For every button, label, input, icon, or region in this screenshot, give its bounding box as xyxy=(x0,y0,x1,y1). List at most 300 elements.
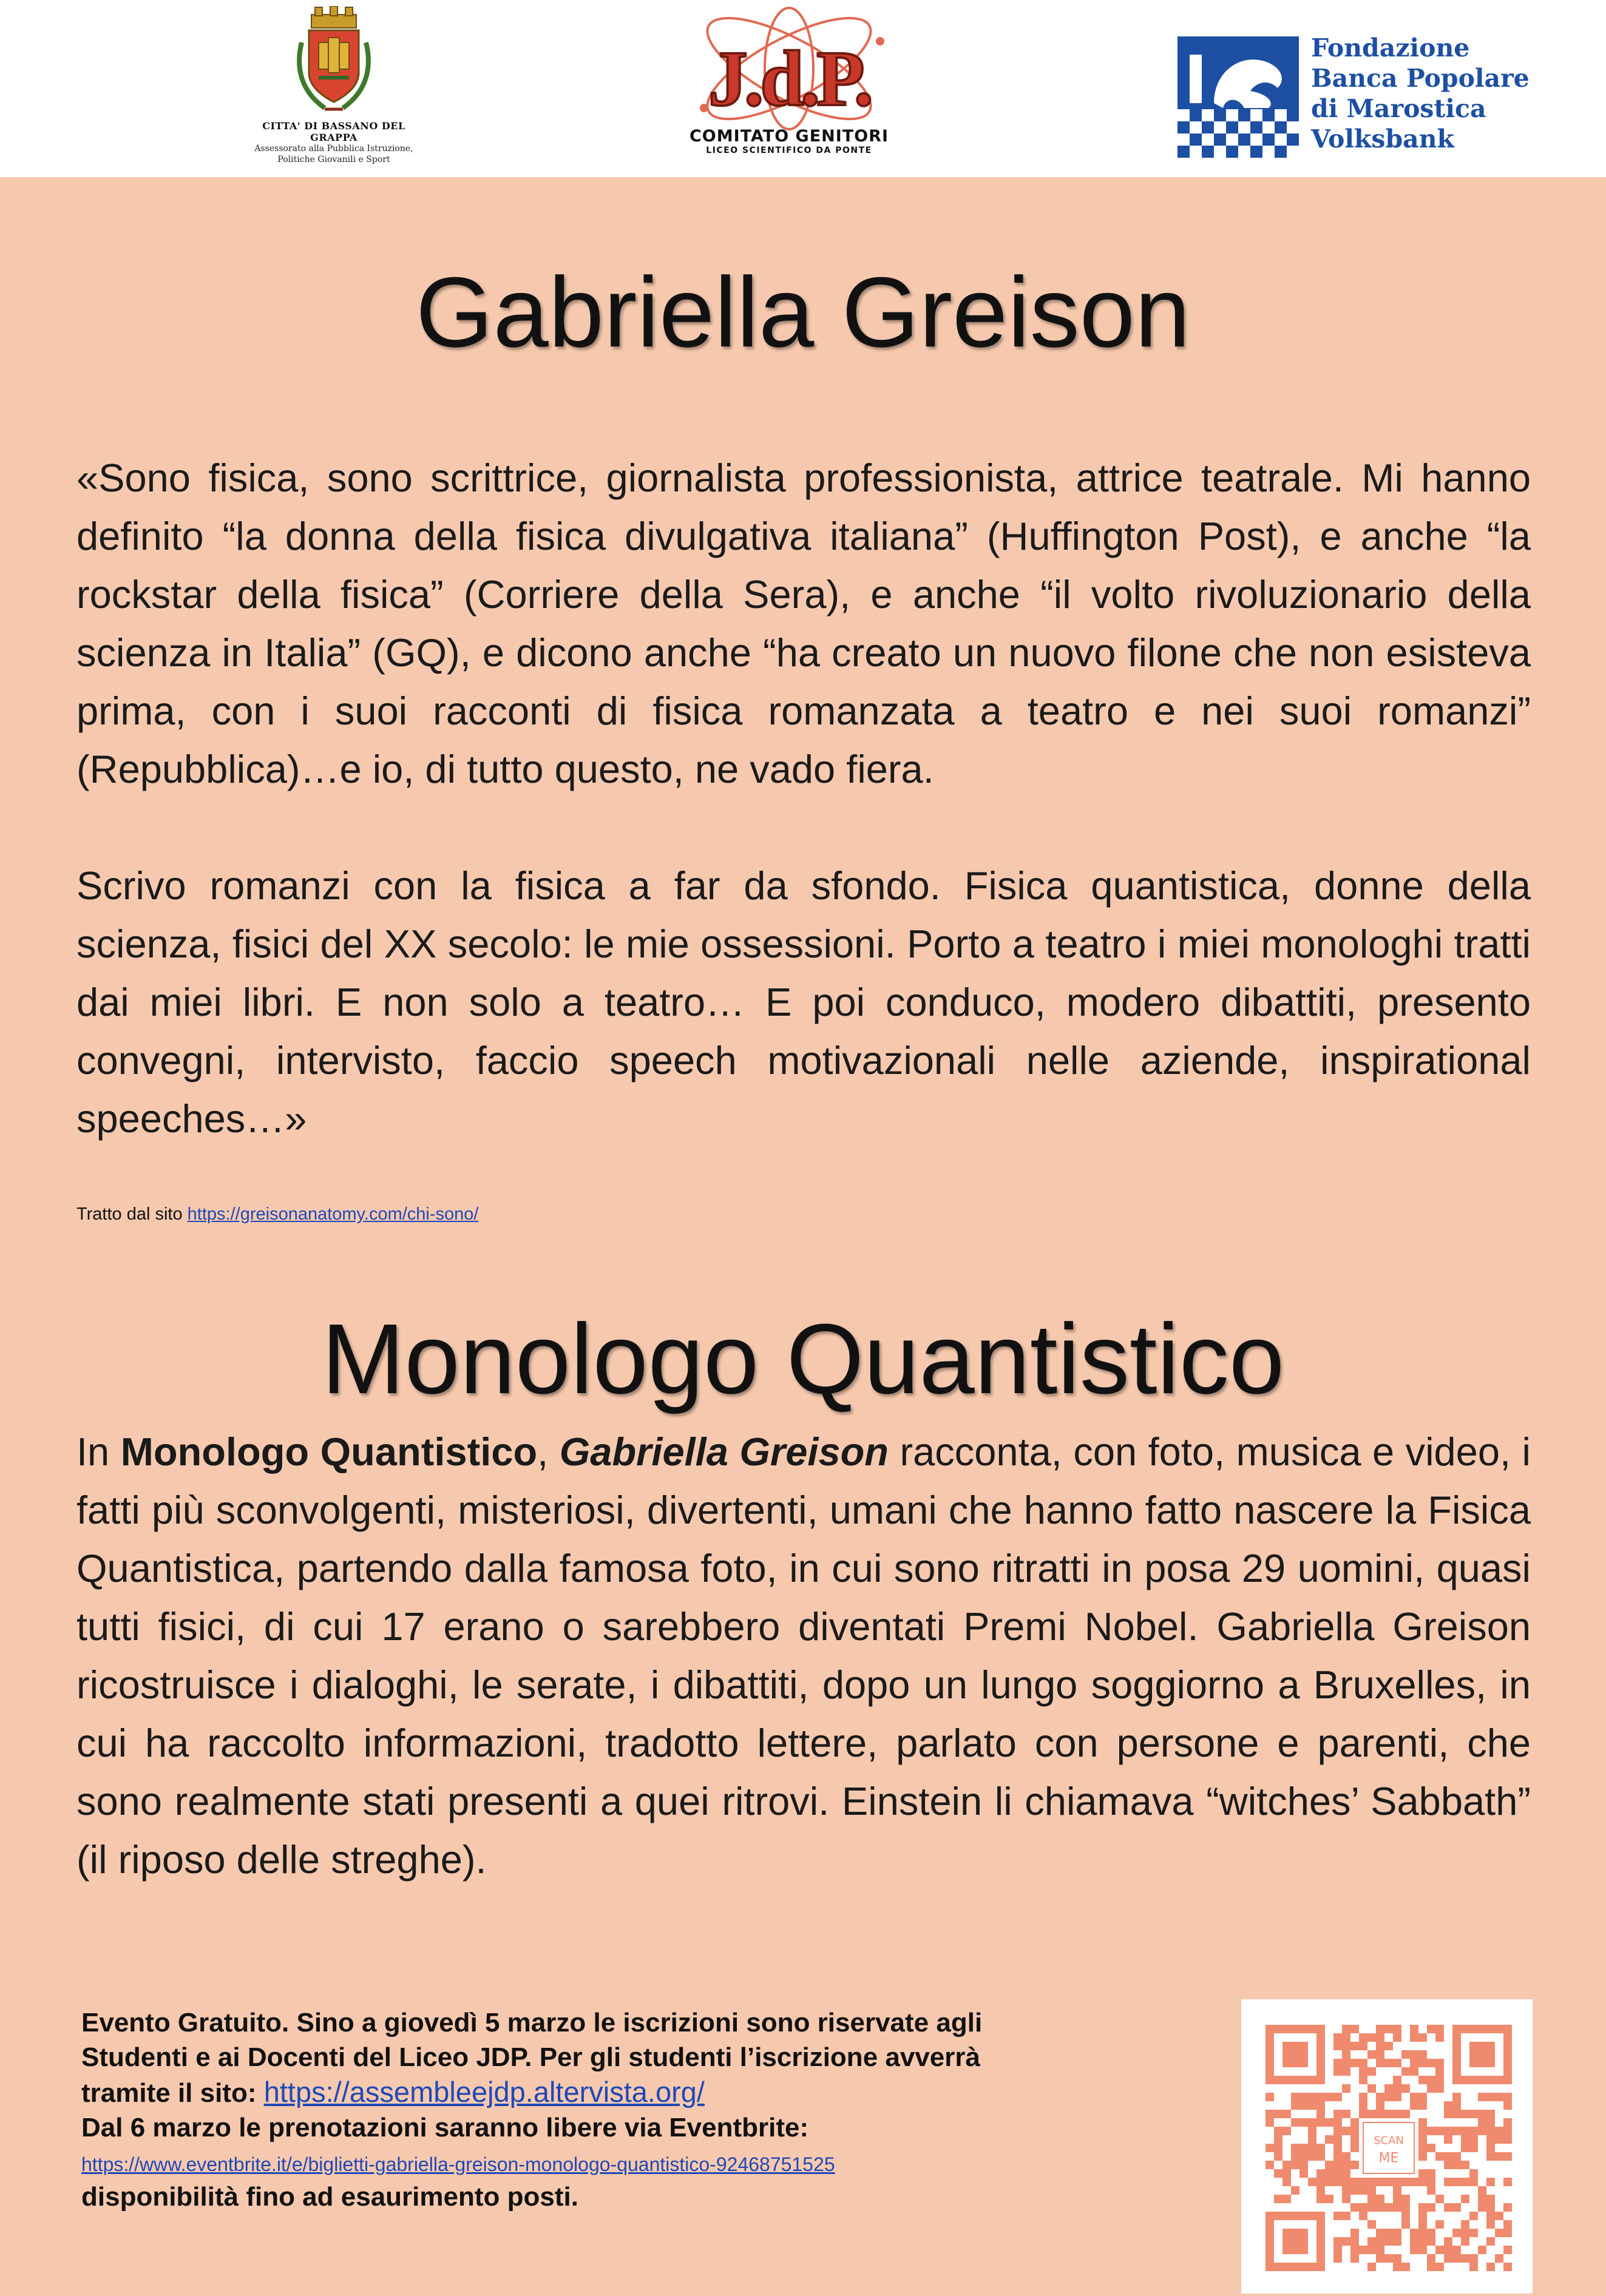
qr-module xyxy=(1469,2178,1478,2186)
qr-module xyxy=(1291,2118,1299,2127)
jdp-logo xyxy=(680,5,898,172)
qr-module xyxy=(1427,2076,1435,2084)
qr-module xyxy=(1282,2127,1291,2135)
qr-module xyxy=(1350,2237,1359,2246)
qr-module xyxy=(1478,2127,1486,2135)
qr-module xyxy=(1461,2110,1469,2118)
qr-module xyxy=(1427,2229,1435,2237)
qr-module xyxy=(1410,2033,1418,2042)
qr-module xyxy=(1486,2203,1495,2212)
registration-info xyxy=(81,2005,1186,2214)
qr-module xyxy=(1486,2118,1495,2127)
qr-module xyxy=(1486,2093,1495,2101)
qr-module xyxy=(1444,2161,1452,2169)
qr-module xyxy=(1393,2084,1401,2093)
qr-module xyxy=(1461,2127,1469,2135)
qr-module xyxy=(1393,2195,1401,2203)
city-name: CITTA' DI BASSANO DEL GRAPPA xyxy=(262,120,405,143)
qr-module xyxy=(1427,2025,1435,2033)
qr-module xyxy=(1359,2212,1367,2220)
qr-module xyxy=(1410,2178,1418,2186)
qr-module xyxy=(1418,2246,1427,2254)
qr-module xyxy=(1427,2144,1435,2152)
qr-module xyxy=(1486,2178,1495,2186)
qr-module xyxy=(1444,2110,1452,2118)
qr-module xyxy=(1333,2110,1342,2118)
qr-module xyxy=(1299,2101,1308,2110)
qr-module xyxy=(1401,2110,1410,2118)
qr-module xyxy=(1401,2203,1410,2212)
me-label: ME xyxy=(1378,2150,1399,2166)
info-line-2: Studenti e ai Docenti del Liceo JDP. Per gli studenti l’iscrizione avverrà xyxy=(81,2042,980,2072)
source-link[interactable]: https://greisonanatomy.com/chi-sono/ xyxy=(187,1204,479,1224)
qr-module xyxy=(1393,2076,1401,2084)
city-logo xyxy=(240,6,428,170)
qr-module xyxy=(1418,2127,1427,2135)
qr-module xyxy=(1444,2203,1452,2212)
qr-module xyxy=(1393,2033,1401,2042)
qr-module xyxy=(1435,2084,1444,2093)
qr-module xyxy=(1342,2186,1350,2195)
qr-module xyxy=(1503,2118,1512,2127)
qr-module xyxy=(1333,2169,1342,2178)
qr-module xyxy=(1418,2101,1427,2110)
qr-module xyxy=(1367,2050,1376,2059)
qr-module xyxy=(1308,2127,1316,2135)
qr-module xyxy=(1376,2042,1384,2050)
qr-module xyxy=(1461,2195,1469,2203)
qr-module xyxy=(1495,2093,1503,2101)
qr-module xyxy=(1274,2144,1282,2152)
qr-module xyxy=(1376,2059,1384,2067)
qr-module xyxy=(1393,2229,1401,2237)
qr-module xyxy=(1418,2050,1427,2059)
desc-body: racconta, con foto, musica e video, i fatti più sconvolgenti, misteriosi, divertenti, umani che hanno fatto nascere la Fisica Quantistica, partendo dalla famosa foto, in cui sono ritratti in posa 29 uomini, quasi tutti fisici, di cui 17 erano o sarebbero diventati Premi Nobel. Gabriella Greison ricostruisce i dialoghi, le serate, i dibattiti, dopo un lungo soggiorno a Bruxelles, in cui ha raccolto informazioni, tradotto lettere, parlato con persone e parenti, che sono realmente stati presenti a quei ritrovi. Einstein li chiamava “witches’ Sabbath” (il riposo delle streghe). xyxy=(76,1430,1531,1882)
qr-module xyxy=(1325,2135,1333,2144)
show-title: Monologo Quantistico xyxy=(321,1303,1285,1414)
qr-module xyxy=(1486,2212,1495,2220)
qr-module xyxy=(1478,2118,1486,2127)
qr-module xyxy=(1376,2050,1384,2059)
city-dept-line1: Assessorato alla Pubblica Istruzione, xyxy=(254,144,413,154)
qr-module xyxy=(1359,2067,1367,2076)
qr-module xyxy=(1265,2161,1274,2169)
qr-module xyxy=(1444,2127,1452,2135)
qr-module xyxy=(1282,2178,1291,2186)
qr-module xyxy=(1342,2169,1350,2178)
qr-module xyxy=(1418,2229,1427,2237)
qr-module xyxy=(1384,2178,1393,2186)
qr-module xyxy=(1376,2237,1384,2246)
qr-module xyxy=(1376,2110,1384,2118)
qr-module xyxy=(1350,2144,1359,2152)
qr-finder-top-left-eye xyxy=(1282,2042,1308,2067)
qr-module xyxy=(1393,2110,1401,2118)
qr-module xyxy=(1367,2246,1376,2254)
qr-module xyxy=(1444,2152,1452,2161)
qr-module xyxy=(1495,2229,1503,2237)
qr-module xyxy=(1427,2237,1435,2246)
qr-module xyxy=(1350,2246,1359,2254)
qr-module xyxy=(1435,2263,1444,2271)
qr-module xyxy=(1384,2237,1393,2246)
qr-module xyxy=(1376,2033,1384,2042)
qr-module xyxy=(1461,2254,1469,2263)
qr-module xyxy=(1418,2220,1427,2229)
qr-module xyxy=(1469,2169,1478,2178)
qr-module xyxy=(1350,2203,1359,2212)
qr-module xyxy=(1384,2254,1393,2263)
qr-module xyxy=(1291,2101,1299,2110)
qr-module xyxy=(1393,2263,1401,2271)
qr-module xyxy=(1299,2144,1308,2152)
qr-module xyxy=(1384,2042,1393,2050)
qr-module xyxy=(1274,2169,1282,2178)
qr-module xyxy=(1376,2254,1384,2263)
qr-module xyxy=(1418,2059,1427,2067)
qr-module xyxy=(1444,2101,1452,2110)
qr-module xyxy=(1393,2237,1401,2246)
qr-module xyxy=(1393,2254,1401,2263)
qr-module xyxy=(1393,2059,1401,2067)
qr-module xyxy=(1452,2110,1461,2118)
qr-module xyxy=(1367,2084,1376,2093)
qr-module xyxy=(1461,2135,1469,2144)
qr-module xyxy=(1503,2246,1512,2254)
qr-module xyxy=(1333,2042,1342,2050)
qr-module xyxy=(1291,2152,1299,2161)
qr-module xyxy=(1325,2178,1333,2186)
qr-module xyxy=(1427,2127,1435,2135)
qr-module xyxy=(1401,2195,1410,2203)
foundation-line-1: Fondazione xyxy=(1311,33,1470,62)
qr-module xyxy=(1359,2186,1367,2195)
qr-module xyxy=(1503,2152,1512,2161)
qr-module xyxy=(1478,2195,1486,2203)
qr-module xyxy=(1376,2246,1384,2254)
info-line-3 xyxy=(81,2075,1186,2110)
qr-module xyxy=(1342,2042,1350,2050)
qr-module xyxy=(1495,2127,1503,2135)
speaker-title: Gabriella Greison xyxy=(415,257,1191,368)
qr-module xyxy=(1435,2076,1444,2084)
qr-module xyxy=(1282,2169,1291,2178)
qr-module xyxy=(1469,2212,1478,2220)
qr-module xyxy=(1410,2067,1418,2076)
qr-module xyxy=(1333,2067,1342,2076)
qr-module xyxy=(1350,2229,1359,2237)
qr-module xyxy=(1444,2254,1452,2263)
qr-module xyxy=(1393,2186,1401,2195)
qr-code-panel xyxy=(1241,1999,1533,2294)
qr-module xyxy=(1469,2229,1478,2237)
jdp-atom-logo xyxy=(680,5,898,135)
qr-module xyxy=(1444,2246,1452,2254)
qr-module xyxy=(1418,2203,1427,2212)
foundation-line-2: Banca Popolare xyxy=(1311,64,1530,93)
qr-module xyxy=(1452,2203,1461,2212)
qr-module xyxy=(1452,2152,1461,2161)
qr-module xyxy=(1333,2059,1342,2067)
jdp-mark-text: J.d.P. xyxy=(708,35,870,123)
qr-module xyxy=(1486,2127,1495,2135)
qr-module xyxy=(1495,2152,1503,2161)
qr-module xyxy=(1452,2161,1461,2169)
qr-module xyxy=(1308,2093,1316,2101)
qr-finder-top-right-eye xyxy=(1469,2042,1495,2067)
qr-module xyxy=(1503,2203,1512,2212)
qr-module xyxy=(1393,2178,1401,2186)
qr-module xyxy=(1418,2237,1427,2246)
qr-module xyxy=(1384,2025,1393,2033)
jdp-school: LICEO SCIENTIFICO DA PONTE xyxy=(706,146,872,155)
qr-module xyxy=(1376,2101,1384,2110)
desc-comma: , xyxy=(537,1430,560,1474)
qr-module xyxy=(1435,2220,1444,2229)
qr-module xyxy=(1291,2161,1299,2169)
registration-link[interactable]: https://assembleejdp.altervista.org/ xyxy=(263,2076,705,2108)
qr-module xyxy=(1367,2110,1376,2118)
credit-prefix: Tratto dal sito xyxy=(76,1204,188,1224)
qr-module xyxy=(1486,2110,1495,2118)
qr-module xyxy=(1299,2169,1308,2178)
qr-module xyxy=(1503,2229,1512,2237)
qr-module xyxy=(1444,2237,1452,2246)
qr-module xyxy=(1376,2195,1384,2203)
qr-module xyxy=(1418,2178,1427,2186)
qr-module xyxy=(1401,2084,1410,2093)
qr-module xyxy=(1410,2229,1418,2237)
qr-module xyxy=(1282,2110,1291,2118)
qr-module xyxy=(1452,2246,1461,2254)
qr-module xyxy=(1350,2059,1359,2067)
qr-module xyxy=(1265,2110,1274,2118)
qr-module xyxy=(1393,2093,1401,2101)
qr-module xyxy=(1316,2169,1325,2178)
qr-module xyxy=(1376,2178,1384,2186)
foundation-logo xyxy=(1177,33,1566,158)
qr-module xyxy=(1469,2135,1478,2144)
qr-module xyxy=(1316,2110,1325,2118)
eventbrite-link[interactable]: https://www.eventbrite.it/e/biglietti-gabriella-greison-monologo-quantistico-92468751525 xyxy=(81,2153,835,2175)
qr-module xyxy=(1291,2186,1299,2195)
qr-module xyxy=(1376,2093,1384,2101)
qr-module xyxy=(1291,2144,1299,2152)
qr-module xyxy=(1486,2220,1495,2229)
qr-module xyxy=(1486,2135,1495,2144)
qr-module xyxy=(1342,2110,1350,2118)
info-line-4: Dal 6 marzo le prenotazioni saranno libere via Eventbrite: xyxy=(81,2113,809,2142)
qr-module xyxy=(1350,2186,1359,2195)
qr-module xyxy=(1410,2025,1418,2033)
qr-module xyxy=(1316,2144,1325,2152)
qr-module xyxy=(1418,2033,1427,2042)
qr-module xyxy=(1333,2152,1342,2161)
qr-module xyxy=(1367,2203,1376,2212)
qr-module xyxy=(1418,2135,1427,2144)
qr-module xyxy=(1418,2169,1427,2178)
qr-module xyxy=(1282,2195,1291,2203)
qr-module xyxy=(1427,2059,1435,2067)
qr-module xyxy=(1359,2246,1367,2254)
foundation-name xyxy=(1311,33,1530,154)
qr-module xyxy=(1342,2178,1350,2186)
qr-module xyxy=(1435,2127,1444,2135)
qr-module xyxy=(1461,2237,1469,2246)
qr-module xyxy=(1478,2093,1486,2101)
qr-module xyxy=(1427,2203,1435,2212)
qr-module xyxy=(1308,2101,1316,2110)
qr-module xyxy=(1486,2263,1495,2271)
qr-module xyxy=(1333,2161,1342,2169)
qr-module xyxy=(1418,2076,1427,2084)
qr-module xyxy=(1384,2203,1393,2212)
qr-module xyxy=(1325,2169,1333,2178)
qr-module xyxy=(1486,2152,1495,2161)
qr-module xyxy=(1495,2212,1503,2220)
header-band xyxy=(0,0,1606,177)
qr-module xyxy=(1359,2101,1367,2110)
qr-module xyxy=(1316,2118,1325,2127)
qr-module xyxy=(1359,2110,1367,2118)
qr-module xyxy=(1333,2254,1342,2263)
qr-module xyxy=(1427,2084,1435,2093)
qr-module xyxy=(1410,2237,1418,2246)
qr-module xyxy=(1342,2195,1350,2203)
qr-module xyxy=(1503,2127,1512,2135)
qr-module xyxy=(1418,2144,1427,2152)
qr-module xyxy=(1410,2050,1418,2059)
qr-module xyxy=(1376,2229,1384,2237)
qr-module xyxy=(1401,2178,1410,2186)
qr-module xyxy=(1410,2246,1418,2254)
qr-module xyxy=(1418,2118,1427,2127)
qr-module xyxy=(1367,2263,1376,2271)
qr-module xyxy=(1350,2135,1359,2144)
qr-module xyxy=(1435,2067,1444,2076)
qr-module xyxy=(1342,2237,1350,2246)
qr-module xyxy=(1342,2127,1350,2135)
qr-module xyxy=(1333,2246,1342,2254)
qr-module xyxy=(1316,2101,1325,2110)
qr-module xyxy=(1274,2127,1282,2135)
qr-module xyxy=(1308,2178,1316,2186)
qr-module xyxy=(1282,2161,1291,2169)
qr-module xyxy=(1342,2033,1350,2042)
qr-module xyxy=(1265,2093,1274,2101)
qr-module xyxy=(1435,2025,1444,2033)
qr-module xyxy=(1325,2118,1333,2127)
qr-module xyxy=(1427,2186,1435,2195)
qr-module xyxy=(1452,2127,1461,2135)
qr-module xyxy=(1435,2059,1444,2067)
desc-show-name: Monologo Quantistico xyxy=(120,1430,538,1474)
qr-module xyxy=(1384,2059,1393,2067)
qr-module xyxy=(1427,2263,1435,2271)
desc-intro: In xyxy=(76,1430,121,1474)
qr-module xyxy=(1452,2101,1461,2110)
city-dept-line2: Politiche Giovanili e Sport xyxy=(277,155,390,164)
qr-module xyxy=(1469,2263,1478,2271)
qr-module xyxy=(1444,2135,1452,2144)
qr-module xyxy=(1384,2110,1393,2118)
qr-module xyxy=(1452,2178,1461,2186)
info-line-5 xyxy=(81,2145,1186,2180)
qr-module xyxy=(1401,2050,1410,2059)
show-description xyxy=(76,1423,1531,1889)
qr-module xyxy=(1452,2229,1461,2237)
qr-module xyxy=(1333,2212,1342,2220)
qr-module xyxy=(1325,2161,1333,2169)
qr-module xyxy=(1350,2254,1359,2263)
qr-module xyxy=(1265,2144,1274,2152)
qr-module xyxy=(1308,2135,1316,2144)
qr-module xyxy=(1333,2144,1342,2152)
qr-module xyxy=(1461,2178,1469,2186)
bio-paragraph-1: «Sono fisica, sono scrittrice, giornalista professionista, attrice teatrale. Mi hanno definito “la donna della fisica divulgativa italiana” (Huffington Post), e anche “la rockstar della fisica” (Corriere della Sera), e anche “il volto rivoluzionario della scienza in Italia” (GQ), e dicono anche “ha creato un nuovo filone che non esisteva prima, con i suoi racconti di fisica romanzata a teatro e nei suoi romanzi” (Repubblica)…e io, di tutto questo, ne vado fiera. xyxy=(76,456,1531,791)
qr-module xyxy=(1342,2084,1350,2093)
foundation-line-3: di Marostica xyxy=(1311,94,1486,123)
qr-module xyxy=(1325,2093,1333,2101)
qr-module xyxy=(1367,2195,1376,2203)
qr-module xyxy=(1503,2178,1512,2186)
qr-module xyxy=(1401,2220,1410,2229)
desc-author-name: Gabriella Greison xyxy=(559,1430,889,1474)
qr-module xyxy=(1359,2042,1367,2050)
source-credit xyxy=(76,1204,478,1224)
qr-module xyxy=(1333,2127,1342,2135)
qr-module xyxy=(1461,2144,1469,2152)
qr-module xyxy=(1299,2093,1308,2101)
qr-module xyxy=(1333,2178,1342,2186)
qr-module xyxy=(1350,2042,1359,2050)
qr-module xyxy=(1367,2067,1376,2076)
qr-module xyxy=(1503,2093,1512,2101)
qr-module xyxy=(1274,2110,1282,2118)
qr-module xyxy=(1418,2152,1427,2161)
qr-module xyxy=(1350,2118,1359,2127)
qr-module xyxy=(1342,2161,1350,2169)
qr-module xyxy=(1427,2254,1435,2263)
qr-module xyxy=(1316,2195,1325,2203)
qr-module xyxy=(1367,2178,1376,2186)
qr-module xyxy=(1503,2220,1512,2229)
qr-module xyxy=(1350,2025,1359,2033)
qr-module xyxy=(1401,2067,1410,2076)
qr-module xyxy=(1427,2169,1435,2178)
qr-module xyxy=(1333,2033,1342,2042)
qr-module xyxy=(1299,2118,1308,2127)
qr-module xyxy=(1308,2118,1316,2127)
qr-module xyxy=(1342,2067,1350,2076)
qr-module xyxy=(1384,2084,1393,2093)
qr-module xyxy=(1418,2093,1427,2101)
qr-module xyxy=(1367,2186,1376,2195)
info-line-1: Evento Gratuito. Sino a giovedì 5 marzo le iscrizioni sono riservate agli xyxy=(81,2008,983,2038)
qr-module xyxy=(1486,2195,1495,2203)
qr-module xyxy=(1342,2212,1350,2220)
info-line-3-prefix: tramite il sito: xyxy=(81,2078,264,2108)
qr-module xyxy=(1359,2093,1367,2101)
qr-module xyxy=(1359,2203,1367,2212)
qr-module xyxy=(1418,2212,1427,2220)
info-line-6: disponibilità fino ad esaurimento posti. xyxy=(81,2182,578,2212)
bio-paragraph-2: Scrivo romanzi con la fisica a far da sfondo. Fisica quantistica, donne della scienza, fisici del XX secolo: le mie ossessioni. Porto a teatro i miei monologhi tratti dai miei libri. E non solo a teatro… E poi conduco, modero dibattiti, presento convegni, intervisto, faccio speech motivazionali nelle aziende, inspirational speeches…» xyxy=(76,863,1531,1141)
qr-module xyxy=(1469,2110,1478,2118)
qr-module xyxy=(1435,2195,1444,2203)
qr-module xyxy=(1401,2263,1410,2271)
qr-module xyxy=(1274,2135,1282,2144)
